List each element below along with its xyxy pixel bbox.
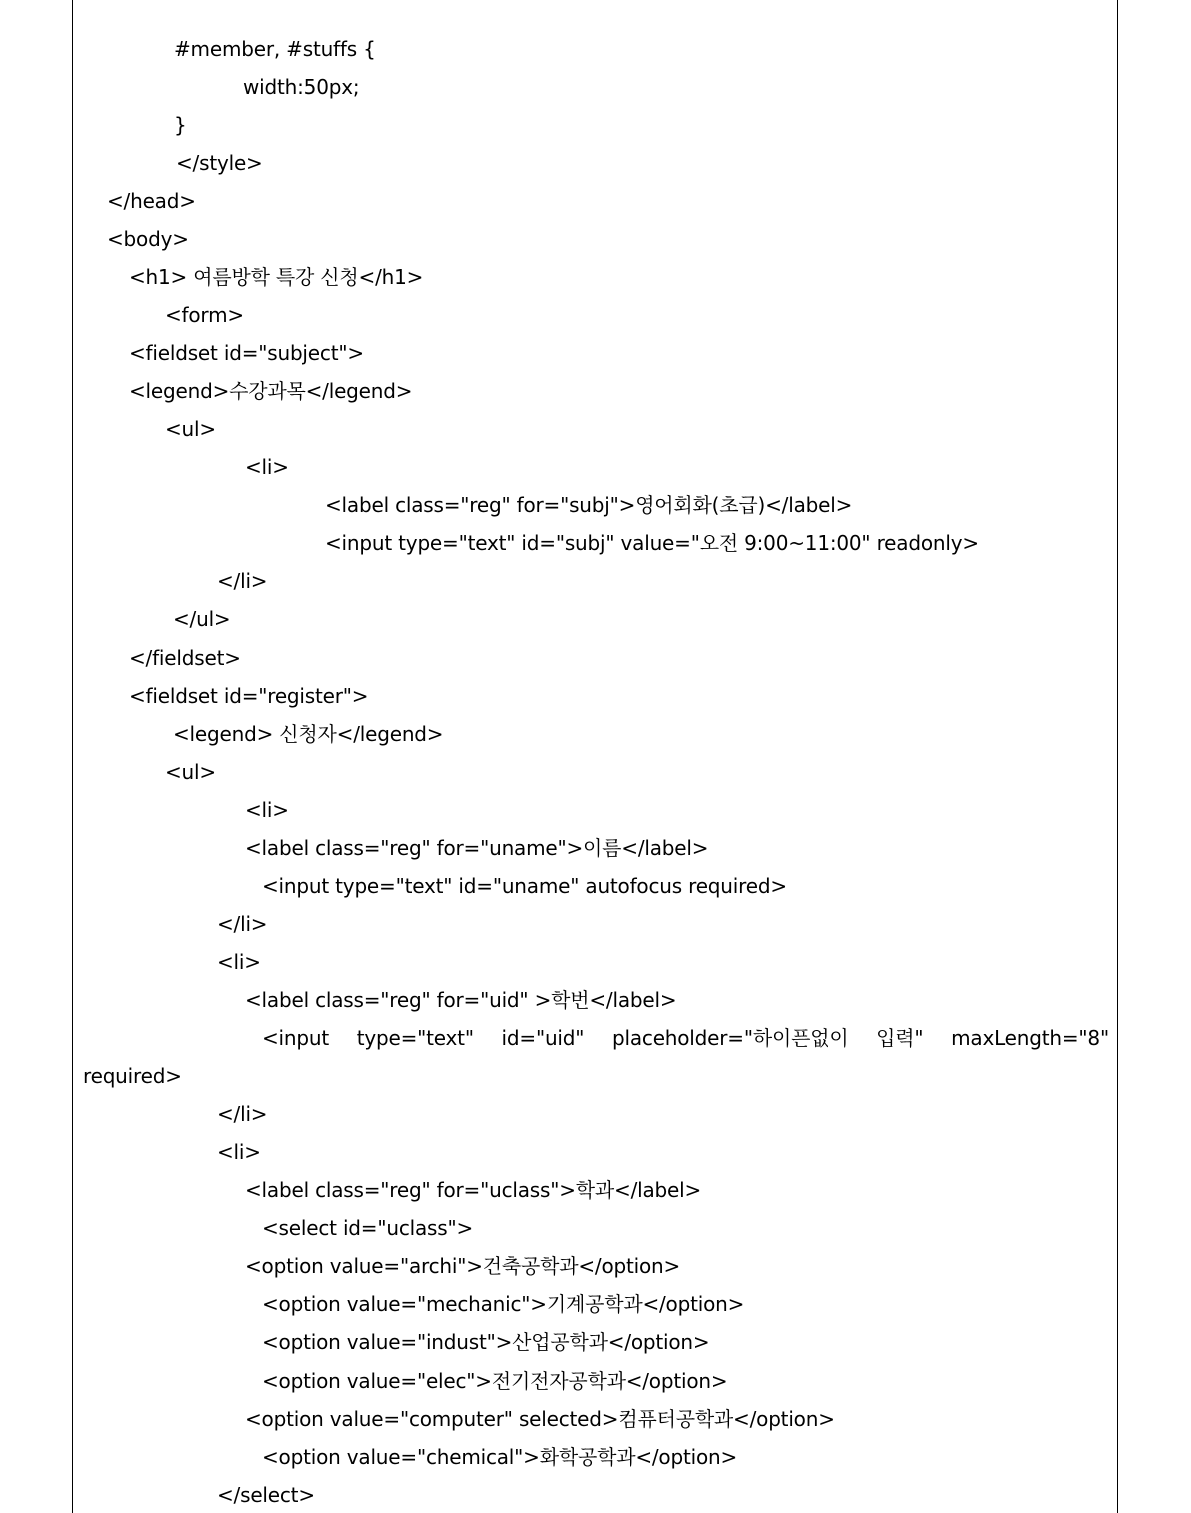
code-line-23: <input type="text" id="uname" autofocus required> bbox=[262, 874, 787, 898]
code-line-16: </ul> bbox=[173, 607, 231, 631]
code-line-27-justified bbox=[262, 1026, 1109, 1050]
code-line-32: <select id="uclass"> bbox=[262, 1216, 474, 1240]
code-token: id="uid" bbox=[501, 1026, 585, 1050]
code-line-4: </style> bbox=[176, 151, 263, 175]
code-line-14: <input type="text" id="subj" value="오전 9:00~11:00" readonly> bbox=[325, 531, 979, 555]
code-line-5: </head> bbox=[107, 189, 196, 213]
code-line-10: <legend>수강과목</legend> bbox=[129, 379, 413, 403]
code-line-20: <ul> bbox=[165, 760, 216, 784]
code-line-33: <option value="archi">건축공학과</option> bbox=[245, 1254, 681, 1278]
code-line-8: <form> bbox=[165, 303, 244, 327]
code-line-39: </select> bbox=[217, 1483, 315, 1507]
code-line-7: <h1> 여름방학 특강 신청</h1> bbox=[129, 265, 424, 289]
code-line-3: } bbox=[174, 113, 187, 137]
code-token: <input bbox=[262, 1026, 330, 1050]
code-token: type="text" bbox=[356, 1026, 474, 1050]
code-token: maxLength="8" bbox=[951, 1026, 1109, 1050]
code-line-13: <label class="reg" for="subj">영어회화(초급)</label> bbox=[325, 493, 853, 517]
code-line-35: <option value="indust">산업공학과</option> bbox=[262, 1330, 710, 1354]
code-line-17: </fieldset> bbox=[129, 646, 241, 670]
code-line-28: required> bbox=[83, 1064, 182, 1088]
code-line-38: <option value="chemical">화학공학과</option> bbox=[262, 1445, 738, 1469]
code-line-30: <li> bbox=[217, 1140, 261, 1164]
code-line-24: </li> bbox=[217, 912, 268, 936]
code-line-31: <label class="reg" for="uclass">학과</label> bbox=[245, 1178, 702, 1202]
code-line-36: <option value="elec">전기전자공학과</option> bbox=[262, 1369, 728, 1393]
code-line-21: <li> bbox=[245, 798, 289, 822]
document-page-border bbox=[72, 0, 1118, 1513]
code-line-22: <label class="reg" for="uname">이름</label> bbox=[245, 836, 709, 860]
code-line-9: <fieldset id="subject"> bbox=[129, 341, 364, 365]
code-line-18: <fieldset id="register"> bbox=[129, 684, 369, 708]
code-line-2: width:50px; bbox=[243, 75, 360, 99]
code-line-12: <li> bbox=[245, 455, 289, 479]
code-line-26: <label class="reg" for="uid" >학번</label> bbox=[245, 988, 677, 1012]
code-line-34: <option value="mechanic">기계공학과</option> bbox=[262, 1292, 745, 1316]
code-line-25: <li> bbox=[217, 950, 261, 974]
code-token: 입력" bbox=[876, 1026, 924, 1050]
code-token: placeholder="하이픈없이 bbox=[611, 1026, 849, 1050]
code-line-6: <body> bbox=[107, 227, 189, 251]
code-line-11: <ul> bbox=[165, 417, 216, 441]
code-line-37: <option value="computer" selected>컴퓨터공학과</option> bbox=[245, 1407, 835, 1431]
code-line-15: </li> bbox=[217, 569, 268, 593]
code-line-29: </li> bbox=[217, 1102, 268, 1126]
code-line-19: <legend> 신청자</legend> bbox=[173, 722, 444, 746]
code-line-1: #member, #stuffs { bbox=[174, 37, 376, 61]
